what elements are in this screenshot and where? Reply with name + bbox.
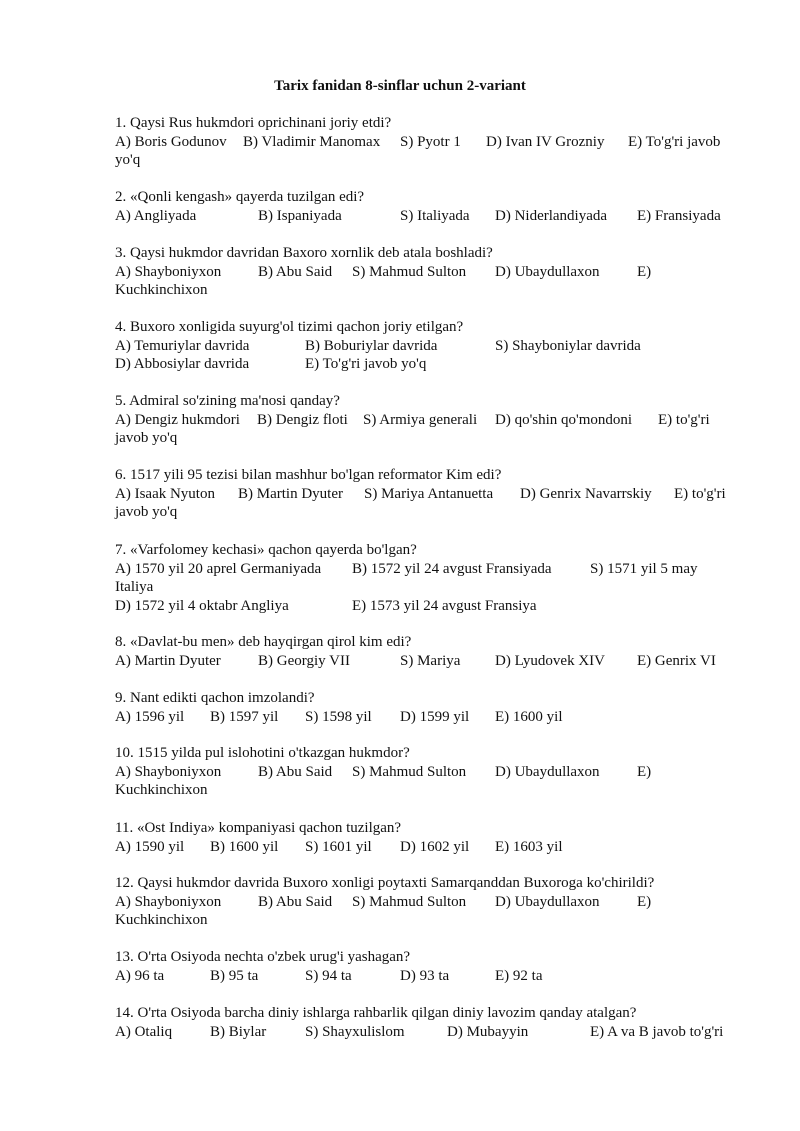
question-text: 2. «Qonli kengash» qayerda tuzilgan edi? — [115, 189, 365, 205]
answer-s: S) Mariya — [400, 652, 461, 669]
answer-options — [115, 763, 745, 782]
answer-a: A) Shayboniyxon — [115, 893, 222, 910]
answer-a: A) 1590 yil — [115, 838, 185, 855]
answer-b: B) Abu Said — [258, 263, 333, 280]
answer-d: D) 93 ta — [400, 967, 450, 984]
answer-d: D) Ivan IV Grozniy — [486, 133, 605, 150]
answer-options — [115, 485, 745, 504]
answer-options — [115, 967, 745, 986]
document-title: Tarix fanidan 8-sinflar uchun 2-variant — [274, 78, 526, 94]
answer-s: S) Shayxulislom — [305, 1023, 405, 1040]
question-text: 8. «Davlat-bu men» deb hayqirgan qirol kim edi? — [115, 634, 412, 650]
answer-options — [115, 337, 745, 356]
question-text: 3. Qaysi hukmdor davridan Baxoro xornlik deb atala boshladi? — [115, 245, 493, 261]
answer-b: B) Biylar — [210, 1023, 267, 1040]
answer-continuation: yo'q — [115, 152, 141, 168]
answer-a: A) Temuriylar davrida — [115, 337, 250, 354]
answer-b: B) Ispaniyada — [258, 207, 342, 224]
question-5 — [115, 392, 745, 448]
answer-d: D) Ubaydullaxon — [495, 263, 600, 280]
question-3 — [115, 244, 745, 300]
answer-a: A) 1570 yil 20 aprel Germaniyada — [115, 560, 322, 577]
question-text: 4. Buxoro xonligida suyurg'ol tizimi qachon joriy etilgan? — [115, 319, 464, 335]
question-text: 12. Qaysi hukmdor davrida Buxoro xonligi poytaxti Samarqanddan Buxoroga ko'chirildi? — [115, 875, 655, 891]
answer-d: D) 1602 yil — [400, 838, 470, 855]
answer-e: E) To'g'ri javob yo'q — [305, 356, 427, 372]
question-text: 13. O'rta Osiyoda nechta o'zbek urug'i yashagan? — [115, 949, 411, 965]
answer-e: E) — [637, 263, 652, 280]
question-8 — [115, 633, 745, 670]
answer-b: B) Georgiy VII — [258, 652, 350, 669]
question-text: 9. Nant edikti qachon imzolandi? — [115, 690, 315, 706]
answer-options — [115, 207, 745, 226]
answer-e: E) — [637, 893, 652, 910]
answer-e: E) A va B javob to'g'ri — [590, 1023, 724, 1040]
question-text: 7. «Varfolomey kechasi» qachon qayerda bo'lgan? — [115, 542, 417, 558]
answer-e: E) — [637, 763, 652, 780]
answer-a: A) Dengiz hukmdori — [115, 411, 240, 428]
answer-options-row-2 — [115, 355, 745, 374]
question-text: 6. 1517 yili 95 tezisi bilan mashhur bo'lgan reformator Kim edi? — [115, 467, 502, 483]
question-9 — [115, 689, 745, 726]
answer-a: A) Otaliq — [115, 1023, 173, 1040]
answer-d: D) 1572 yil 4 oktabr Angliya — [115, 597, 289, 614]
question-text: 5. Admiral so'zining ma'nosi qanday? — [115, 393, 340, 409]
question-7 — [115, 541, 745, 615]
answer-d: D) Niderlandiyada — [495, 207, 608, 224]
answer-d: D) Lyudovek XIV — [495, 652, 605, 669]
answer-e: E) Genrix VI — [637, 652, 716, 669]
answer-s: S) Shayboniylar davrida — [495, 337, 641, 354]
answer-e: E) to'g'ri — [674, 485, 726, 502]
question-11 — [115, 819, 745, 856]
answer-a: A) Martin Dyuter — [115, 652, 221, 669]
answer-d: D) Ubaydullaxon — [495, 893, 600, 910]
answer-continuation: javob yo'q — [115, 504, 178, 520]
answer-s: S) Pyotr 1 — [400, 133, 461, 150]
answer-continuation: Italiya — [115, 579, 154, 595]
answer-s: S) 1598 yil — [305, 708, 372, 725]
answer-e: E) 1603 yil — [495, 838, 563, 855]
answer-d: D) Genrix Navarrskiy — [520, 485, 652, 502]
answer-options — [115, 560, 745, 579]
answer-options — [115, 411, 745, 430]
question-13 — [115, 948, 745, 985]
answer-s: S) Mahmud Sulton — [352, 893, 467, 910]
answer-options — [115, 893, 745, 912]
answer-options — [115, 1023, 745, 1042]
answer-s: S) Italiyada — [400, 207, 470, 224]
answer-s: S) Mahmud Sulton — [352, 763, 467, 780]
answer-a: A) 1596 yil — [115, 708, 185, 725]
answer-e: E) Fransiyada — [637, 207, 721, 224]
answer-a: A) Isaak Nyuton — [115, 485, 215, 502]
question-2 — [115, 188, 745, 225]
answer-a: A) 96 ta — [115, 967, 165, 984]
question-text: 10. 1515 yilda pul islohotini o'tkazgan hukmdor? — [115, 745, 410, 761]
answer-options-row-2 — [115, 597, 745, 616]
answer-continuation: Kuchkinchixon — [115, 282, 208, 298]
question-text: 14. O'rta Osiyoda barcha diniy ishlarga rahbarlik qilgan diniy lavozim qanday atalgan? — [115, 1005, 637, 1021]
answer-s: S) 94 ta — [305, 967, 352, 984]
answer-e: E) 1573 yil 24 avgust Fransiya — [352, 597, 537, 614]
answer-e: E) 1600 yil — [495, 708, 563, 725]
question-10 — [115, 744, 745, 800]
answer-continuation: javob yo'q — [115, 430, 178, 446]
answer-d: D) Ubaydullaxon — [495, 763, 600, 780]
question-4 — [115, 318, 745, 374]
question-1 — [115, 114, 745, 170]
answer-b: B) 95 ta — [210, 967, 259, 984]
answer-a: A) Angliyada — [115, 207, 197, 224]
answer-d: D) Abbosiylar davrida — [115, 356, 250, 372]
answer-b: B) Boburiylar davrida — [305, 337, 438, 354]
question-14 — [115, 1004, 745, 1041]
answer-options — [115, 838, 745, 857]
answer-d: D) 1599 yil — [400, 708, 470, 725]
answer-options — [115, 133, 745, 152]
answer-b: B) Vladimir Manomax — [243, 133, 381, 150]
answer-s: S) Mariya Antanuetta — [364, 485, 494, 502]
answer-s: S) 1601 yil — [305, 838, 372, 855]
answer-b: B) 1572 yil 24 avgust Fransiyada — [352, 560, 552, 577]
answer-b: B) Abu Said — [258, 763, 333, 780]
question-text: 11. «Ost Indiya» kompaniyasi qachon tuzilgan? — [115, 820, 402, 836]
answer-d: D) qo'shin qo'mondoni — [495, 411, 633, 428]
answer-e: E) To'g'ri javob — [628, 133, 721, 150]
answer-e: E) to'g'ri — [658, 411, 710, 428]
answer-b: B) Dengiz floti — [257, 411, 348, 428]
answer-s: S) Mahmud Sulton — [352, 263, 467, 280]
answer-continuation: Kuchkinchixon — [115, 912, 208, 928]
answer-a: A) Shayboniyxon — [115, 263, 222, 280]
answer-a: A) Shayboniyxon — [115, 763, 222, 780]
answer-b: B) 1597 yil — [210, 708, 279, 725]
question-12 — [115, 874, 745, 930]
answer-b: B) Martin Dyuter — [238, 485, 343, 502]
answer-options — [115, 708, 745, 727]
answer-b: B) Abu Said — [258, 893, 333, 910]
question-6 — [115, 466, 745, 522]
question-text: 1. Qaysi Rus hukmdori oprichinani joriy etdi? — [115, 115, 392, 131]
answer-e: E) 92 ta — [495, 967, 543, 984]
answer-options — [115, 652, 745, 671]
answer-s: S) 1571 yil 5 may — [590, 560, 698, 577]
answer-a: A) Boris Godunov — [115, 133, 227, 150]
answer-d: D) Mubayyin — [447, 1023, 529, 1040]
answer-continuation: Kuchkinchixon — [115, 782, 208, 798]
answer-s: S) Armiya generali — [363, 411, 478, 428]
answer-b: B) 1600 yil — [210, 838, 279, 855]
answer-options — [115, 263, 745, 282]
